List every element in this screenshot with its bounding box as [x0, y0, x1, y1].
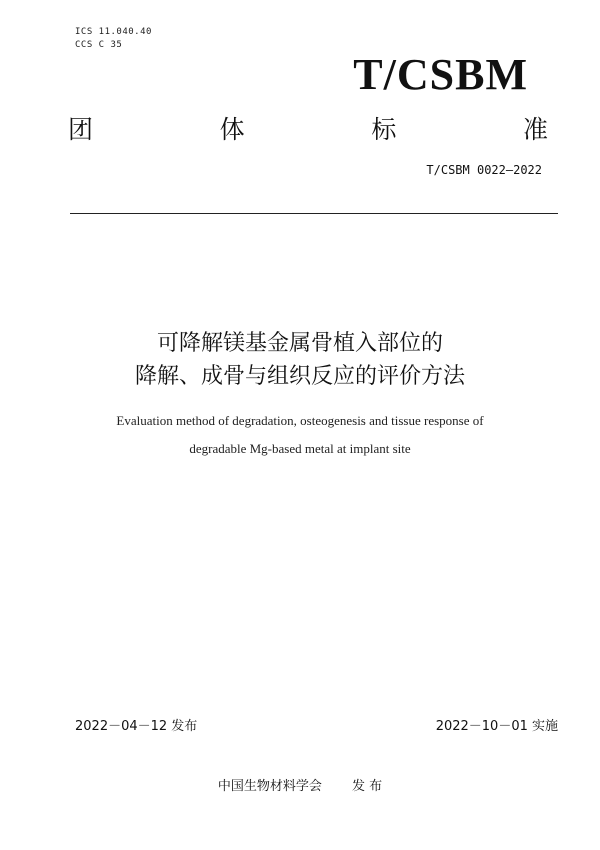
ics-code: ICS 11.040.40 — [75, 27, 152, 37]
ccs-code: CCS C 35 — [75, 40, 123, 50]
english-title — [0, 407, 600, 463]
publisher-name: 中国生物材料学会 — [217, 779, 322, 794]
chinese-title — [0, 327, 600, 393]
issue-date: 2022－04－12 发布 — [75, 719, 198, 734]
classification-codes — [75, 26, 152, 52]
standard-type-char: 准 — [522, 115, 548, 144]
implementation-date: 2022－10－01 实施 — [435, 719, 558, 734]
chinese-title-line-2: 降解、成骨与组织反应的评价方法 — [134, 364, 465, 389]
english-title-line-1: Evaluation method of degradation, osteogenesis and tissue response of — [116, 413, 484, 428]
chinese-title-line-1: 可降解镁基金属骨植入部位的 — [156, 331, 443, 356]
organization-code-logo: T/CSBM — [353, 50, 528, 99]
standard-type-char: 体 — [219, 115, 245, 144]
english-title-line-2: degradable Mg-based metal at implant site — [189, 441, 411, 456]
standard-type-char: 标 — [371, 115, 397, 144]
standard-type-heading — [68, 115, 548, 145]
header-divider — [70, 213, 558, 214]
publisher-action: 发 布 — [351, 779, 383, 794]
standard-type-char: 团 — [68, 115, 94, 144]
standard-number: T/CSBM 0022—2022 — [426, 163, 542, 177]
publisher-line — [0, 775, 600, 794]
